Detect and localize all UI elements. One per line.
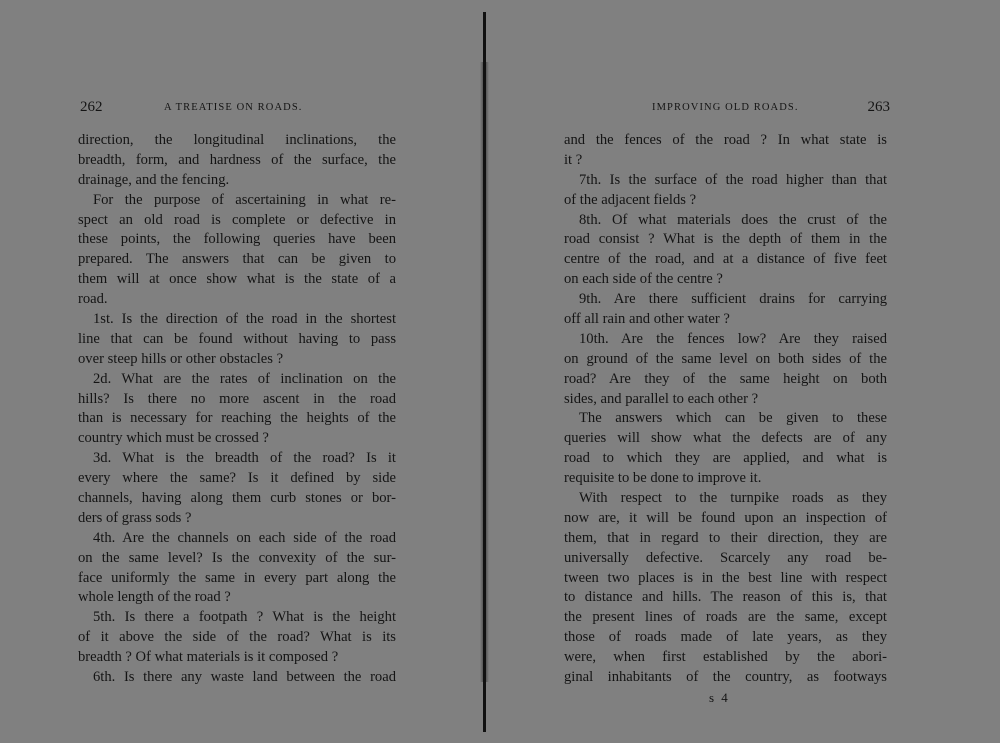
page-number: 262 — [80, 99, 103, 115]
text-line: road consist ? What is the depth of them in the — [564, 231, 887, 248]
text-line: 1st. Is the direction of the road in the shortest — [93, 311, 396, 328]
text-line: and the fences of the road ? In what state is — [564, 132, 887, 148]
text-line: 9th. Are there sufficient drains for carrying — [579, 291, 887, 308]
text-line: line that can be found without having to pass — [78, 330, 396, 347]
text-line: 7th. Is the surface of the road higher than that — [579, 171, 887, 188]
text-line: sides, and parallel to each other ? — [564, 390, 759, 407]
text-line: on ground of the same level on both sides of the — [564, 350, 887, 367]
text-line: country which must be crossed ? — [78, 430, 269, 447]
gutter-line — [483, 12, 486, 732]
text-line: face uniformly the same in every part along the — [78, 569, 396, 586]
text-line: centre of the road, and at a distance of five feet — [564, 251, 887, 268]
text-line: it ? — [564, 151, 583, 168]
signature-mark: s 4 — [709, 690, 730, 705]
text-line: 6th. Is there any waste land between the road — [93, 669, 396, 686]
text-line: The answers which can be given to these — [579, 410, 887, 427]
book-gutter — [480, 12, 489, 732]
text-line: on the same level? Is the convexity of the sur- — [78, 549, 396, 566]
right-page-header — [564, 99, 890, 119]
text-line: For the purpose of ascertaining in what re- — [93, 191, 396, 208]
text-line: them will at once show what is the state of a — [78, 271, 396, 288]
text-line: of it above the side of the road? What is its — [78, 629, 396, 646]
text-line: road? Are they of the same height on both — [564, 370, 887, 387]
text-line: road. — [78, 291, 108, 308]
text-line: than is necessary for reaching the heights of the — [78, 410, 396, 427]
left-page — [78, 0, 396, 743]
text-line: hills? Is there no more ascent in the road — [78, 390, 396, 407]
text-line: breadth, form, and hardness of the surface, the — [78, 151, 396, 168]
text-line: direction, the longitudinal inclinations, the — [78, 132, 396, 148]
text-line: tween two places is in the best line with respect — [564, 569, 887, 586]
text-line: road to which they are applied, and what is — [564, 450, 887, 467]
text-line: them, that in regard to their direction, they are — [564, 529, 887, 546]
text-line: 2d. What are the rates of inclination on the — [93, 370, 396, 387]
text-line: spect an old road is complete or defective in — [78, 211, 396, 228]
right-page-body — [564, 131, 887, 688]
text-line: these points, the following queries have been — [78, 231, 396, 248]
text-line: prepared. The answers that can be given to — [78, 251, 396, 268]
left-page-body — [78, 131, 396, 688]
text-line: drainage, and the fencing. — [78, 171, 230, 188]
text-line: on each side of the centre ? — [564, 271, 723, 288]
text-line: were, when first established by the abori- — [564, 649, 887, 666]
page-number: 263 — [867, 99, 890, 115]
text-line: channels, having along them curb stones or bor- — [78, 490, 396, 507]
text-line: the present lines of roads are the same, except — [564, 609, 887, 626]
text-line: those of roads made of late years, as they — [564, 629, 887, 646]
text-line: ginal inhabitants of the country, as footways — [564, 669, 887, 686]
text-line: 5th. Is there a footpath ? What is the height — [93, 609, 396, 626]
text-line: breadth ? Of what materials is it composed ? — [78, 649, 339, 666]
text-line: whole length of the road ? — [78, 589, 231, 606]
right-page — [564, 0, 890, 743]
text-line: to distance and hills. The reason of this is, that — [564, 589, 887, 606]
text-line: 4th. Are the channels on each side of the road — [93, 529, 396, 546]
text-line: over steep hills or other obstacles ? — [78, 350, 284, 367]
text-line: 3d. What is the breadth of the road? Is it — [93, 450, 396, 467]
text-line: requisite to be done to improve it. — [564, 470, 762, 487]
text-line: 10th. Are the fences low? Are they raised — [579, 330, 887, 347]
text-line: ders of grass sods ? — [78, 509, 192, 526]
text-line: queries will show what the defects are of any — [564, 430, 887, 447]
text-line: universally defective. Scarcely any road be- — [564, 549, 887, 566]
text-line: now are, it will be found upon an inspection of — [564, 509, 887, 526]
text-line: of the adjacent fields ? — [564, 191, 697, 208]
text-line: 8th. Of what materials does the crust of the — [579, 211, 887, 228]
text-line: With respect to the turnpike roads as they — [579, 490, 887, 507]
text-line: every where the same? Is it defined by side — [78, 470, 396, 487]
running-head: IMPROVING OLD ROADS. — [652, 102, 799, 113]
left-page-header — [78, 99, 396, 119]
running-head: A TREATISE ON ROADS. — [164, 102, 303, 113]
text-line: off all rain and other water ? — [564, 311, 730, 328]
